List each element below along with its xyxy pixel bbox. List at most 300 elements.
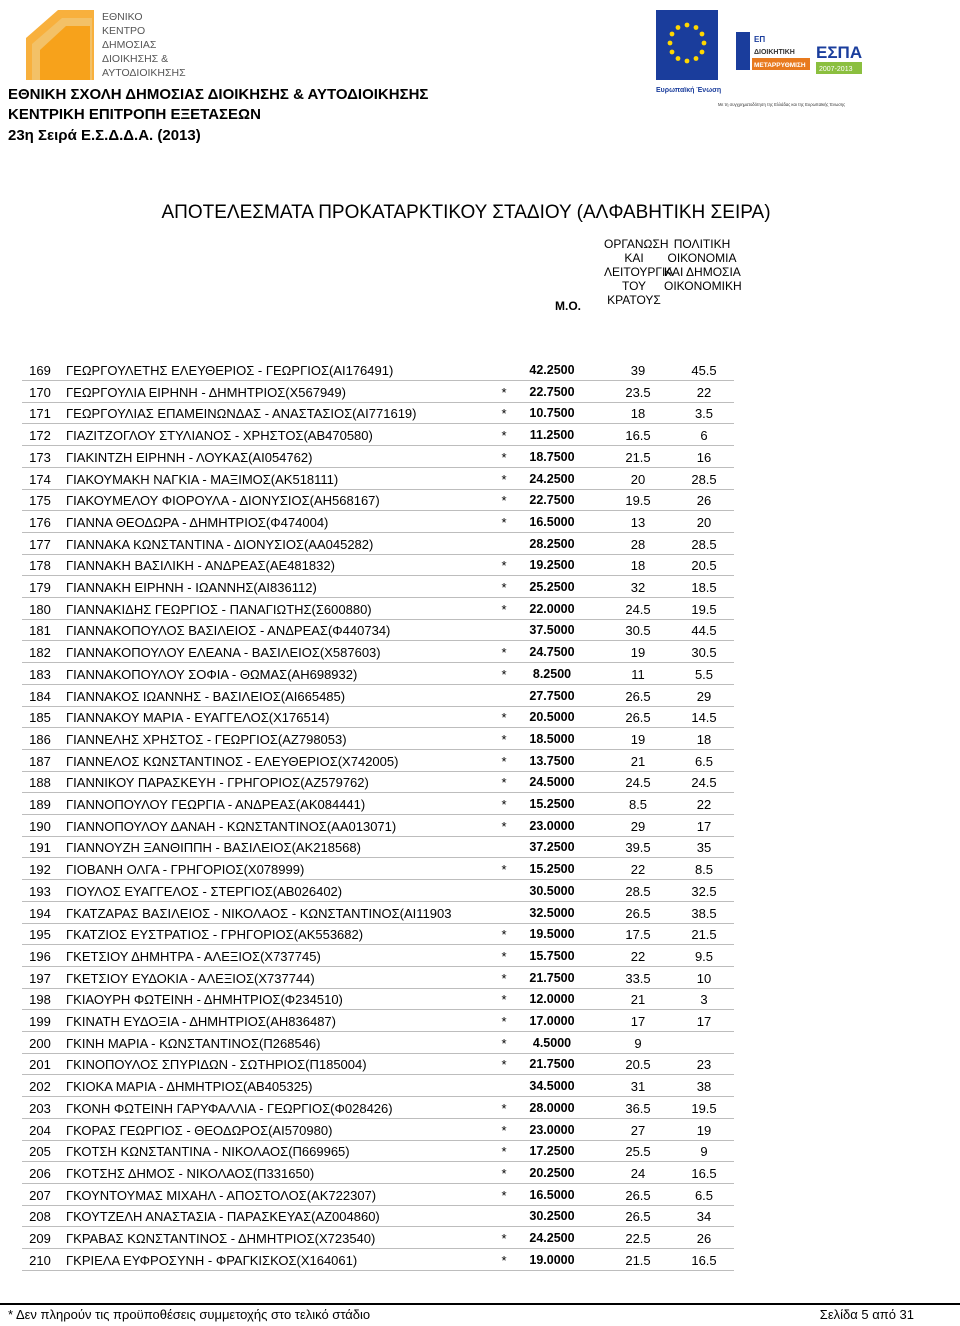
subject2-score: 28.5 [691,536,717,552]
espa-years: 2007-2013 [819,66,853,73]
average-score: 22.7500 [529,384,575,399]
row-number: 193 [29,883,51,899]
average-score: 22.7500 [529,493,575,508]
subject2-score: 38.5 [691,905,717,921]
table-row [22,902,734,924]
candidate-name: ΓΙΑΝΝΑΚΟΥ ΜΑΡΙΑ - ΕΥΑΓΓΕΛΟΣ(Χ176514) [66,710,330,726]
subject1-score: 19.5 [625,493,651,509]
subject2-score: 3.5 [694,406,714,422]
ineligible-marker: * [501,601,507,617]
subject1-score: 39.5 [625,840,651,856]
ineligible-marker: * [501,493,507,509]
average-score: 21.7500 [529,970,575,985]
candidate-name: ΓΙΑΝΝΑΚΟΠΟΥΛΟΣ ΒΑΣΙΛΕΙΟΣ - ΑΝΔΡΕΑΣ(Φ440734) [66,623,391,639]
table-row [22,359,734,381]
candidate-name: ΓΚΙΑΟΥΡΗ ΦΩΤΕΙΝΗ - ΔΗΜΗΤΡΙΟΣ(Φ234510) [66,992,343,1008]
subject2-score: 34 [696,1209,712,1225]
candidate-name: ΓΙΟΒΑΝΗ ΟΛΓΑ - ΓΡΗΓΟΡΙΟΣ(Χ078999) [66,862,305,878]
subject2-score: 28.5 [691,471,717,487]
table-row [22,1249,734,1271]
candidate-name: ΓΚΟΡΑΣ ΓΕΩΡΓΙΟΣ - ΘΕΟΔΩΡΟΣ(ΑΙ570980) [66,1122,333,1138]
subject2-header [664,237,740,293]
subject1-score: 9 [634,1035,642,1051]
average-score: 18.7500 [529,449,575,464]
average-score: 30.5000 [529,883,575,898]
subject2-score: 19.5 [691,1100,717,1116]
candidate-name: ΓΚΑΤΖΙΟΣ ΕΥΣΤΡΑΤΙΟΣ - ΓΡΗΓΟΡΙΟΣ(ΑΚ553682) [66,927,364,943]
subject2-score: 18 [696,731,712,747]
row-number: 173 [29,449,51,465]
average-score: 24.2500 [529,471,575,486]
subject2-score: 26 [696,1231,712,1246]
subject1-score: 18 [630,558,646,574]
subject1-score: 39 [630,363,646,378]
avg-header: Μ.Ο. [555,299,581,313]
subject2-score: 10 [696,970,712,986]
subject2-score: 35 [696,840,712,856]
subject2-score: 17 [696,818,712,834]
eu-caption: Ευρωπαϊκή Ένωση [656,87,722,94]
subject1-score: 21 [630,753,646,769]
average-score: 16.5000 [529,514,575,529]
row-number: 182 [29,645,51,661]
subject1-score: 16.5 [625,428,651,444]
ineligible-marker: * [501,514,507,530]
document-title: ΑΠΟΤΕΛΕΣΜΑΤΑ ΠΡΟΚΑΤΑΡΚΤΙΚΟΥ ΣΤΑΔΙΟΥ (ΑΛΦΑΒΗΤΙΚΗ ΣΕΙΡΑ) [161,202,771,223]
logo-line-1: ΕΘΝΙΚΟ [102,11,143,23]
average-score: 17.0000 [529,1014,575,1028]
subject1-score: 32 [630,580,646,595]
row-number: 207 [29,1187,51,1203]
table-row [22,663,734,685]
subject1-score: 30.5 [625,623,651,639]
average-score: 42.2500 [529,363,575,377]
ineligible-marker: * [501,948,507,964]
subject2-score: 3 [700,992,708,1008]
subject1-score: 21 [630,992,646,1008]
committee-name: ΚΕΝΤΡΙΚΗ ΕΠΙΤΡΟΠΗ ΕΞΕΤΑΣΕΩΝ [8,106,261,123]
table-row [22,1140,734,1162]
average-score: 11.2500 [529,428,575,443]
table-row [22,1075,734,1097]
ineligible-marker: * [501,428,507,444]
candidate-name: ΓΙΑΝΝΑΚΟΣ ΙΩΑΝΝΗΣ - ΒΑΣΙΛΕΙΟΣ(ΑΙ665485) [66,688,346,704]
average-score: 24.5000 [529,775,575,790]
subject2-score: 20 [696,514,712,530]
subject1-score: 20.5 [625,1057,651,1073]
subject2-score: 5.5 [694,666,714,682]
average-score: 23.0000 [529,818,575,833]
subject2-score: 6 [700,428,708,444]
table-row [22,1032,734,1054]
logo-line-3: ΔΗΜΟΣΙΑΣ [102,39,157,51]
subject2-score: 22 [696,797,712,812]
average-score: 37.5000 [529,623,575,638]
row-number: 206 [29,1165,51,1181]
subject1-score: 29 [630,818,646,834]
subject2-score: 16 [696,449,712,465]
average-score: 24.2500 [529,1231,575,1245]
average-score: 21.7500 [529,1057,575,1072]
row-number: 188 [29,775,51,791]
row-number: 208 [29,1209,51,1225]
candidate-name: ΓΙΑΖΙΤΖΟΓΛΟΥ ΣΤΥΛΙΑΝΟΣ - ΧΡΗΣΤΟΣ(ΑΒ470580) [66,428,373,444]
table-row [22,489,734,511]
candidate-name: ΓΚΡΙΕΛΑ ΕΥΦΡΟΣΥΝΗ - ΦΡΑΓΚΙΣΚΟΣ(Χ164061) [66,1252,358,1268]
ineligible-marker: * [501,1100,507,1116]
table-row [22,967,734,989]
table-row [22,1227,734,1249]
table-row [22,402,734,424]
average-score: 15.2500 [529,862,575,877]
subject2-score: 17 [696,1014,712,1029]
subject2-score: 14.5 [691,710,717,726]
subject2-score: 21.5 [691,927,717,943]
subject1-score: 11 [631,666,645,682]
row-number: 209 [29,1231,51,1246]
candidate-name: ΓΚΙΝΑΤΗ ΕΥΔΟΞΙΑ - ΔΗΜΗΤΡΙΟΣ(ΑΗ836487) [66,1014,336,1029]
table-row [22,554,734,576]
average-score: 13.7500 [529,753,575,768]
espa-label: ΕΣΠΑ [816,43,863,62]
ineligible-marker: * [501,384,507,400]
logo-line-2: ΚΕΝΤΡΟ [102,25,146,37]
table-row [22,858,734,880]
subject1-score: 28.5 [625,883,651,899]
table-row [22,468,734,490]
candidate-name: ΓΚΟΤΣΗ ΚΩΝΣΤΑΝΤΙΝΑ - ΝΙΚΟΛΑΟΣ(Π669965) [66,1144,350,1160]
row-number: 169 [29,363,51,378]
row-number: 189 [29,797,51,812]
average-score: 17.2500 [529,1144,575,1159]
row-number: 198 [29,992,51,1008]
subject2-score: 9 [700,1144,708,1160]
subject1-score: 22 [630,862,646,878]
subject2-score: 45.5 [691,363,717,378]
subject1-score: 26.5 [625,905,651,921]
candidate-name: ΓΚΙΝΟΠΟΥΛΟΣ ΣΠΥΡΙΔΩΝ - ΣΩΤΗΡΙΟΣ(Π185004) [66,1057,367,1073]
subject2-header-line: ΚΑΙ ΔΗΜΟΣΙΑ [664,265,741,279]
candidate-name: ΓΕΩΡΓΟΥΛΙΑΣ ΕΠΑΜΕΙΝΩΝΔΑΣ - ΑΝΑΣΤΑΣΙΟΣ(ΑΙ771619) [66,406,417,422]
candidate-name: ΓΚΕΤΣΙΟΥ ΕΥΔΟΚΙΑ - ΑΛΕΞΙΟΣ(Χ737744) [66,970,315,986]
logo-line-5: ΑΥΤΟΔΙΟΙΚΗΣΗΣ [102,67,186,79]
table-row [22,1119,734,1141]
subject1-header [604,237,674,307]
ineligible-marker: * [501,1252,507,1268]
average-score: 15.7500 [529,948,575,963]
ineligible-marker: * [501,471,507,487]
average-score: 20.2500 [529,1165,575,1180]
subject2-score: 6.5 [694,753,714,769]
table-row [22,1097,734,1119]
row-number: 192 [29,862,51,878]
subject2-score: 19 [696,1122,712,1138]
ineligible-marker: * [501,666,507,682]
subject2-score: 8.5 [694,862,714,878]
average-score: 15.2500 [529,797,575,811]
subject1-header-line: ΛΕΙΤΟΥΡΓΙΑ [604,265,674,279]
subject1-score: 19 [630,731,646,747]
row-number: 175 [29,493,51,509]
candidate-name: ΓΚΟΥΤΖΕΛΗ ΑΝΑΣΤΑΣΙΑ - ΠΑΡΑΣΚΕΥΑΣ(ΑΖ004860) [66,1209,380,1225]
subject2-score: 6.5 [694,1187,714,1203]
row-number: 178 [29,558,51,574]
candidate-name: ΓΕΩΡΓΟΥΛΕΤΗΣ ΕΛΕΥΘΕΡΙΟΣ - ΓΕΩΡΓΙΟΣ(ΑΙ176491) [66,363,394,378]
subject2-header-line: ΟΙΚΟΝΟΜΙΑ [667,251,737,265]
table-row [22,793,734,815]
table-row [22,641,734,663]
subject1-score: 22.5 [625,1231,651,1246]
average-score: 23.0000 [529,1122,575,1137]
ineligible-marker: * [501,1014,507,1029]
table-row [22,1053,734,1075]
table-row [22,771,734,793]
candidate-name: ΓΚΙΝΗ ΜΑΡΙΑ - ΚΩΝΣΤΑΝΤΙΝΟΣ(Π268546) [66,1035,321,1051]
average-score: 19.2500 [529,558,575,573]
candidate-name: ΓΚΟΥΝΤΟΥΜΑΣ ΜΙΧΑΗΛ - ΑΠΟΣΤΟΛΟΣ(ΑΚ722307) [66,1187,377,1203]
subject1-header-line: ΚΡΑΤΟΥΣ [607,293,661,307]
table-row [22,381,734,403]
subject1-header-line: ΚΑΙ [624,251,644,265]
table-row [22,706,734,728]
ineligible-marker: * [501,1144,507,1160]
subject1-score: 36.5 [625,1100,651,1116]
subject1-score: 21.5 [625,1252,651,1268]
candidate-name: ΓΚΟΤΣΗΣ ΔΗΜΟΣ - ΝΙΚΟΛΑΟΣ(Π331650) [66,1165,315,1181]
subject1-score: 33.5 [625,970,651,986]
logo-line-4: ΔΙΟΙΚΗΣΗΣ & [102,53,169,65]
average-score: 30.2500 [529,1209,575,1224]
subject2-score: 19.5 [691,601,717,617]
ineligible-marker: * [501,753,507,769]
subject2-score: 20.5 [691,558,717,574]
subject1-score: 8.5 [628,797,648,812]
subject2-header-line: ΟΙΚΟΝΟΜΙΚΗ [664,279,742,293]
ineligible-marker: * [501,1057,507,1073]
ineligible-marker: * [501,797,507,812]
row-number: 172 [29,428,51,444]
row-number: 171 [29,406,51,422]
ineligible-marker: * [501,1231,507,1246]
subject1-score: 31 [630,1079,646,1095]
table-row [22,880,734,902]
subject2-header-line: ΠΟΛΙΤΙΚΗ [673,237,731,251]
row-number: 179 [29,580,51,595]
table-row [22,598,734,620]
subject1-score: 24 [630,1165,646,1181]
subject2-score: 29 [696,688,712,704]
row-number: 186 [29,731,51,747]
row-number: 190 [29,818,51,834]
subject1-header-line: ΟΡΓΑΝΩΣΗ [604,237,669,251]
candidate-name: ΓΙΑΝΝΑ ΘΕΟΔΩΡΑ - ΔΗΜΗΤΡΙΟΣ(Φ474004) [66,514,329,530]
candidate-name: ΓΙΑΝΝΑΚΑ ΚΩΝΣΤΑΝΤΙΝΑ - ΔΙΟΝΥΣΙΟΣ(ΑΑ045282) [66,536,374,552]
average-score: 27.7500 [529,688,575,703]
ineligible-marker: * [501,970,507,986]
subject2-score: 26 [696,493,712,509]
candidate-name: ΓΙΑΝΝΕΛΟΣ ΚΩΝΣΤΑΝΤΙΝΟΣ - ΕΛΕΥΘΕΡΙΟΣ(Χ742005) [66,753,399,769]
table-row [22,619,734,641]
row-number: 174 [29,471,51,487]
table-row [22,1205,734,1227]
subject1-score: 26.5 [625,1187,651,1203]
average-score: 28.0000 [529,1100,575,1115]
subject1-header-line: ΤΟΥ [621,279,647,293]
average-score: 19.0000 [529,1252,575,1267]
subject2-score: 23 [696,1057,712,1073]
subject1-score: 17.5 [625,927,651,943]
row-number: 191 [29,840,51,856]
row-number: 196 [29,948,51,964]
subject1-score: 27 [630,1122,646,1138]
subject2-score: 22 [696,384,712,400]
subject1-score: 17 [630,1014,646,1029]
row-number: 199 [29,1014,51,1029]
table-row [22,446,734,468]
subject2-score: 24.5 [691,775,717,791]
subject2-score: 30.5 [691,645,717,661]
candidate-name: ΓΙΑΚΟΥΜΑΚΗ ΝΑΓΚΙΑ - ΜΑΞΙΜΟΣ(ΑΚ518111) [66,471,339,487]
candidate-name: ΓΙΑΝΝΕΛΗΣ ΧΡΗΣΤΟΣ - ΓΕΩΡΓΙΟΣ(ΑΖ798053) [66,731,347,747]
table-row [22,533,734,555]
table-row [22,511,734,533]
table-row [22,945,734,967]
subject2-score: 32.5 [691,883,717,899]
row-number: 195 [29,927,51,943]
subject1-score: 21.5 [625,449,651,465]
row-number: 177 [29,536,51,552]
subject1-score: 19 [630,645,646,661]
subject2-score: 38 [696,1079,712,1095]
subject1-score: 25.5 [625,1144,651,1160]
row-number: 205 [29,1144,51,1160]
candidate-name: ΓΙΑΝΝΟΥΖΗ ΞΑΝΘΙΠΠΗ - ΒΑΣΙΛΕΙΟΣ(ΑΚ218568) [66,840,361,856]
candidate-name: ΓΚΡΑΒΑΣ ΚΩΝΣΤΑΝΤΙΝΟΣ - ΔΗΜΗΤΡΙΟΣ(Χ723540) [66,1231,376,1246]
row-number: 194 [29,905,51,921]
table-row [22,576,734,598]
candidate-name: ΓΙΑΝΝΟΠΟΥΛΟΥ ΓΕΩΡΓΙΑ - ΑΝΔΡΕΑΣ(ΑΚ084441) [66,797,366,812]
candidate-name: ΓΕΩΡΓΟΥΛΙΑ ΕΙΡΗΝΗ - ΔΗΜΗΤΡΙΟΣ(Χ567949) [66,384,346,400]
candidate-name: ΓΙΑΚΟΥΜΕΛΟΥ ΦΙΟΡΟΥΛΑ - ΔΙΟΝΥΣΙΟΣ(ΑΗ568167) [66,493,380,509]
table-row [22,923,734,945]
average-score: 22.0000 [529,601,575,616]
candidate-name: ΓΙΑΝΝΑΚΙΔΗΣ ΓΕΩΡΓΙΟΣ - ΠΑΝΑΓΙΩΤΗΣ(Σ600880) [66,601,372,617]
candidate-name: ΓΙΑΝΝΙΚΟΥ ΠΑΡΑΣΚΕΥΗ - ΓΡΗΓΟΡΙΟΣ(ΑΖ579762) [66,775,369,791]
average-score: 37.2500 [529,840,575,855]
eu-espa-logos [650,4,866,112]
ep-label: ΕΠ [754,35,766,44]
average-score: 32.5000 [529,905,575,920]
row-number: 187 [29,753,51,769]
subject2-score: 16.5 [691,1252,717,1268]
organization-name: ΕΘΝΙΚΗ ΣΧΟΛΗ ΔΗΜΟΣΙΑΣ ΔΙΟΙΚΗΣΗΣ & ΑΥΤΟΔΙΟΙΚΗΣΗΣ [8,86,429,103]
table-row [22,424,734,446]
subject1-score: 26.5 [625,688,651,704]
subject1-score: 24.5 [625,775,651,791]
candidate-name: ΓΙΑΝΝΑΚΟΠΟΥΛΟΥ ΣΟΦΙΑ - ΘΩΜΑΣ(ΑΗ698932) [66,666,358,682]
ineligible-marker: * [501,1187,507,1203]
subject2-score: 18.5 [691,580,717,595]
table-row [22,685,734,707]
candidate-name: ΓΚΑΤΖΑΡΑΣ ΒΑΣΙΛΕΙΟΣ - ΝΙΚΟΛΑΟΣ - ΚΩΝΣΤΑΝΤΙΝΟΣ(ΑΙ11903 [66,905,452,921]
footer-note: * Δεν πληρούν τις προϋποθέσεις συμμετοχής στο τελικό στάδιο [8,1307,371,1322]
average-score: 34.5000 [529,1079,575,1094]
subject1-score: 26.5 [625,1209,651,1225]
candidate-name: ΓΚΕΤΣΙΟΥ ΔΗΜΗΤΡΑ - ΑΛΕΞΙΟΣ(Χ737745) [66,948,321,964]
candidate-name: ΓΙΑΝΝΑΚΗ ΕΙΡΗΝΗ - ΙΩΑΝΝΗΣ(ΑΙ836112) [66,580,317,595]
subject1-score: 28 [630,536,646,552]
page-indicator: Σελίδα 5 από 31 [819,1307,914,1322]
ineligible-marker: * [501,1122,507,1138]
table-row [22,750,734,772]
ep-label-2: ΔΙΟΙΚΗΤΙΚΗ [754,49,795,56]
cofinance-tagline: Με τη συγχρηματοδότηση της Ελλάδας και της Ευρωπαϊκής Ένωσης [718,102,846,107]
average-score: 19.5000 [529,927,575,942]
ineligible-marker: * [501,1035,507,1051]
ineligible-marker: * [501,558,507,574]
average-score: 25.2500 [529,580,575,594]
candidate-name: ΓΚΙΟΚΑ ΜΑΡΙΑ - ΔΗΜΗΤΡΙΟΣ(ΑΒ405325) [66,1079,313,1095]
row-number: 183 [29,666,51,682]
eu-flag-icon [656,10,718,80]
table-row [22,815,734,837]
ineligible-marker: * [501,731,507,747]
row-number: 201 [29,1057,51,1073]
row-number: 185 [29,710,51,726]
average-score: 28.2500 [529,536,575,551]
ineligible-marker: * [501,449,507,465]
ineligible-marker: * [501,710,507,726]
average-score: 24.7500 [529,645,575,660]
subject1-score: 23.5 [625,384,651,400]
average-score: 20.5000 [529,710,575,725]
row-number: 170 [29,384,51,400]
subject1-score: 18 [630,406,646,422]
row-number: 180 [29,601,51,617]
ep-label-3: ΜΕΤΑΡΡΥΘΜΙΣΗ [754,62,806,69]
ineligible-marker: * [501,927,507,943]
row-number: 202 [29,1079,51,1095]
ineligible-marker: * [501,406,507,422]
subject1-score: 24.5 [625,601,651,617]
table-row [22,728,734,750]
row-number: 184 [29,688,51,704]
subject1-score: 22 [630,948,646,964]
candidate-name: ΓΙΑΚΙΝΤΖΗ ΕΙΡΗΝΗ - ΛΟΥΚΑΣ(ΑΙ054762) [66,449,313,465]
candidate-name: ΓΙΑΝΝΑΚΟΠΟΥΛΟΥ ΕΛΕΑΝΑ - ΒΑΣΙΛΕΙΟΣ(Χ587603) [66,645,381,661]
candidate-name: ΓΙΑΝΝΑΚΗ ΒΑΣΙΛΙΚΗ - ΑΝΔΡΕΑΣ(ΑΕ481832) [66,558,335,574]
ineligible-marker: * [501,775,507,791]
ekdda-logo [22,4,190,86]
average-score: 18.5000 [529,731,575,746]
row-number: 200 [29,1035,51,1051]
candidate-name: ΓΚΟΝΗ ΦΩΤΕΙΝΗ ΓΑΡΥΦΑΛΛΙΑ - ΓΕΩΡΓΙΟΣ(Φ028426) [66,1100,393,1116]
table-row [22,836,734,858]
row-number: 204 [29,1122,51,1138]
subject2-score: 9.5 [694,948,714,964]
footer-divider [0,1303,960,1305]
row-number: 210 [29,1252,51,1268]
row-number: 181 [29,623,51,639]
average-score: 12.0000 [529,992,575,1007]
subject2-score: 44.5 [691,623,717,639]
ineligible-marker: * [501,862,507,878]
average-score: 10.7500 [529,406,575,421]
series-name: 23η Σειρά Ε.Σ.Δ.Δ.Α. (2013) [8,127,201,144]
row-number: 203 [29,1100,51,1116]
ineligible-marker: * [501,645,507,661]
subject1-score: 13 [630,514,646,530]
